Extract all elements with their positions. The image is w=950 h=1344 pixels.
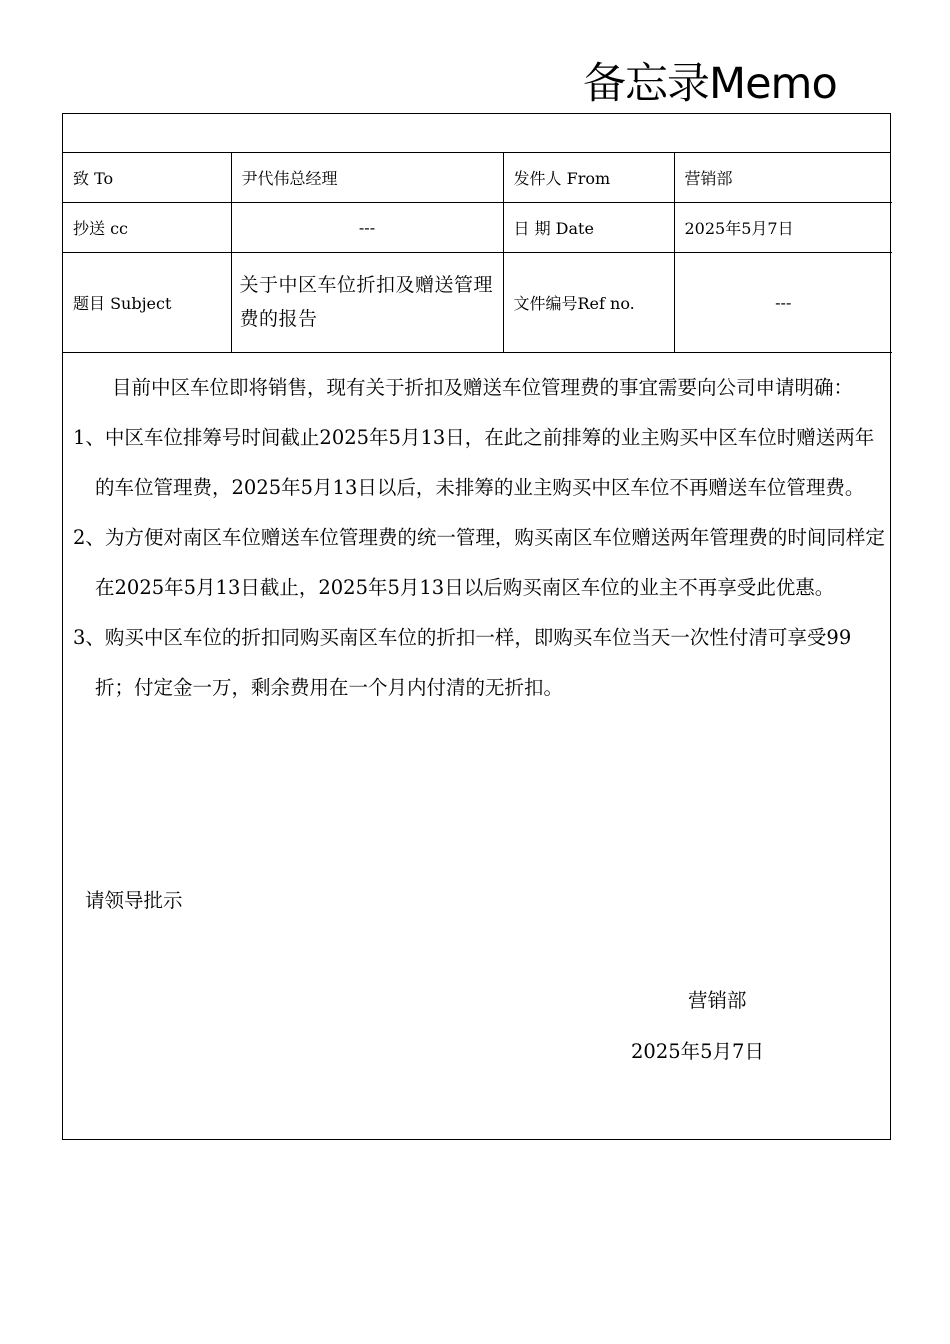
header-row-cc-date xyxy=(63,202,892,252)
memo-frame xyxy=(62,113,891,1140)
to-label: 致 To xyxy=(63,153,231,202)
memo-body xyxy=(73,363,885,713)
subject-label: 题目 Subject xyxy=(63,252,231,352)
body-intro: 目前中区车位即将销售，现有关于折扣及赠送车位管理费的事宜需要向公司申请明确： xyxy=(112,376,854,399)
body-item-1: 1、中区车位排筹号时间截止2025年5月13日，在此之前排筹的业主购买中区车位时赠送两年的车位管理费，2025年5月13日以后，未排筹的业主购买中区车位不再赠送车位管理费。 xyxy=(73,426,875,499)
ref-label: 文件编号Ref no. xyxy=(503,252,674,352)
ref-value: --- xyxy=(674,252,892,352)
cc-value: --- xyxy=(231,202,503,252)
memo-title: 备忘录Memo xyxy=(583,59,837,109)
memo-header-table xyxy=(63,153,892,353)
header-row-to-from xyxy=(63,153,892,202)
cc-label: 抄送 cc xyxy=(63,202,231,252)
to-value: 尹代伟总经理 xyxy=(231,153,503,202)
subject-value: 关于中区车位折扣及赠送管理费的报告 xyxy=(231,252,503,352)
approval-request: 请领导批示 xyxy=(85,889,183,912)
date-label: 日 期 Date xyxy=(503,202,674,252)
signature-date: 2025年5月7日 xyxy=(631,1040,764,1063)
date-value: 2025年5月7日 xyxy=(674,202,892,252)
signature-department: 营销部 xyxy=(688,989,747,1012)
from-value: 营销部 xyxy=(674,153,892,202)
blank-header-row xyxy=(63,114,890,153)
body-item-3: 3、购买中区车位的折扣同购买南区车位的折扣一样，即购买车位当天一次性付清可享受99折；付定金一万，剩余费用在一个月内付清的无折扣。 xyxy=(73,626,852,699)
body-item-2: 2、为方便对南区车位赠送车位管理费的统一管理，购买南区车位赠送两年管理费的时间同样定在2025年5月13日截止，2025年5月13日以后购买南区车位的业主不再享受此优惠。 xyxy=(73,526,885,599)
header-row-subject-ref xyxy=(63,252,892,352)
from-label: 发件人 From xyxy=(503,153,674,202)
